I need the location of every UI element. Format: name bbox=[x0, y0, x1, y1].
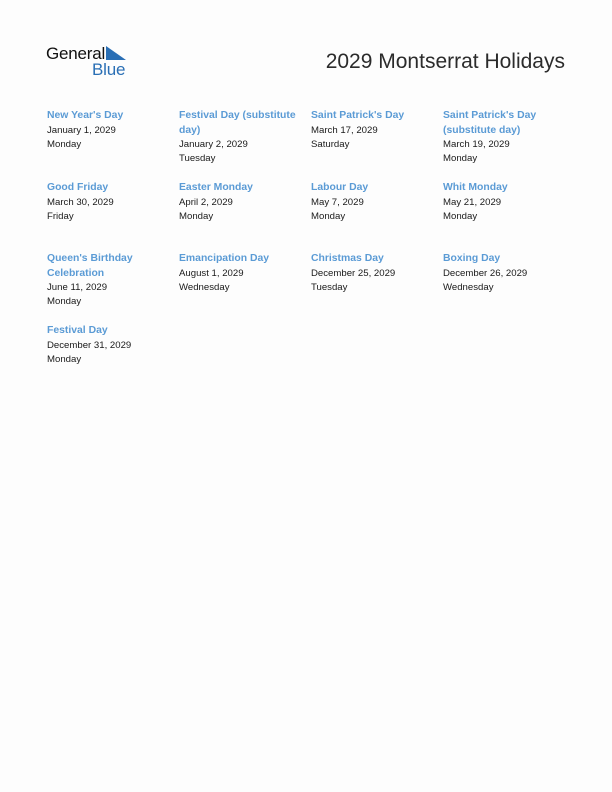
holiday-weekday: Tuesday bbox=[179, 153, 216, 164]
holiday-name: Christmas Day bbox=[311, 253, 384, 264]
logo-text-general: General bbox=[46, 44, 106, 63]
holiday-item bbox=[47, 181, 172, 224]
holiday-date: June 11, 2029 bbox=[47, 282, 108, 293]
holiday-item bbox=[47, 324, 172, 367]
holiday-weekday: Tuesday bbox=[311, 281, 348, 293]
logo bbox=[46, 44, 136, 80]
holiday-item bbox=[443, 252, 568, 295]
holiday-weekday: Wednesday bbox=[179, 281, 230, 293]
holiday-date: December 26, 2029 bbox=[443, 267, 528, 279]
holiday-date: January 1, 2029 bbox=[47, 124, 116, 136]
holiday-item bbox=[47, 109, 172, 152]
holiday-date: January 2, 2029 bbox=[179, 139, 248, 150]
logo-text-blue: Blue bbox=[92, 60, 126, 79]
holiday-name: Queen's Birthday Celebration bbox=[47, 253, 133, 279]
holiday-item bbox=[179, 109, 304, 166]
holiday-date: March 17, 2029 bbox=[311, 124, 378, 136]
holiday-name: Emancipation Day bbox=[179, 253, 270, 264]
holiday-weekday: Monday bbox=[47, 296, 82, 307]
holiday-item bbox=[47, 252, 172, 309]
holiday-weekday: Friday bbox=[47, 210, 74, 222]
holiday-name: Labour Day bbox=[311, 182, 369, 193]
holiday-item bbox=[311, 252, 436, 295]
holiday-weekday: Monday bbox=[443, 153, 478, 164]
holiday-name: Good Friday bbox=[47, 182, 109, 193]
holiday-name: Festival Day (substitute day) bbox=[179, 110, 296, 136]
holiday-weekday: Monday bbox=[443, 210, 478, 222]
holiday-name: Saint Patrick's Day (substitute day) bbox=[443, 110, 537, 136]
holiday-weekday: Monday bbox=[179, 210, 214, 222]
holiday-item bbox=[311, 181, 436, 224]
holiday-weekday: Monday bbox=[47, 138, 82, 150]
holiday-date: August 1, 2029 bbox=[179, 267, 244, 279]
holiday-name: Boxing Day bbox=[443, 253, 501, 264]
holiday-date: May 7, 2029 bbox=[311, 196, 364, 208]
holiday-date: April 2, 2029 bbox=[179, 196, 233, 208]
holiday-item bbox=[179, 181, 304, 224]
holiday-name: Easter Monday bbox=[179, 182, 253, 193]
holiday-weekday: Wednesday bbox=[443, 281, 494, 293]
holiday-name: Saint Patrick's Day bbox=[311, 110, 405, 121]
holiday-weekday: Saturday bbox=[311, 138, 350, 150]
holiday-weekday: Monday bbox=[47, 353, 82, 365]
holiday-weekday: Monday bbox=[311, 210, 346, 222]
holiday-date: December 31, 2029 bbox=[47, 339, 132, 351]
holiday-date: March 19, 2029 bbox=[443, 139, 510, 150]
holiday-date: March 30, 2029 bbox=[47, 196, 114, 208]
holiday-name: Festival Day bbox=[47, 325, 108, 336]
holiday-item bbox=[443, 109, 568, 166]
holiday-item bbox=[311, 109, 436, 152]
holiday-date: May 21, 2029 bbox=[443, 196, 502, 208]
page-title: 2029 Montserrat Holidays bbox=[325, 50, 565, 73]
logo-triangle-icon bbox=[106, 46, 126, 60]
holiday-item bbox=[179, 252, 304, 295]
holiday-name: New Year's Day bbox=[47, 110, 124, 121]
holiday-item bbox=[443, 181, 568, 224]
holiday-date: December 25, 2029 bbox=[311, 267, 396, 279]
holiday-name: Whit Monday bbox=[443, 182, 508, 193]
